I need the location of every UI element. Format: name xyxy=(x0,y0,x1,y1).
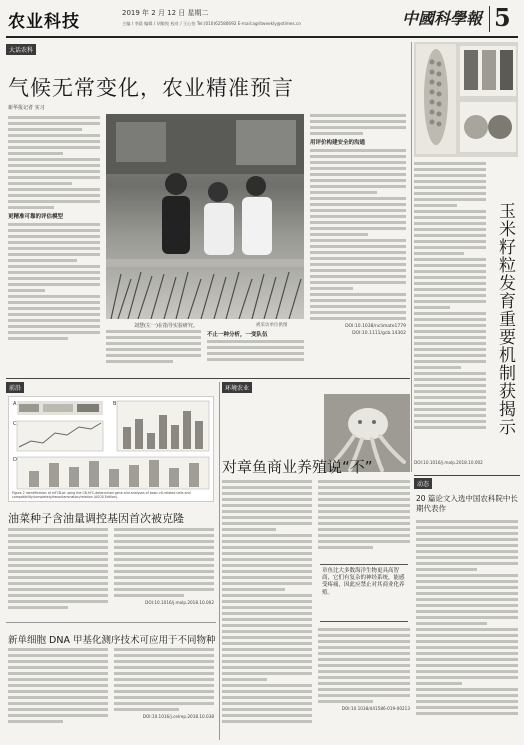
page-number-divider xyxy=(489,6,490,32)
lead-text-column-3 xyxy=(207,330,304,372)
frontier-doi-2: DOI:10.1016/j.celrep.2018.10.038 xyxy=(142,714,214,719)
frontier-section xyxy=(6,382,216,740)
editor-line: 主编 / 李晨 编辑 / 胡敏锐 校对 / 王心怡 Tel:(010)62580692 E-mail:agritweekly@stimes.cn xyxy=(122,21,301,26)
svg-text:D: D xyxy=(13,457,17,463)
octopus-tag: 环境农业 xyxy=(222,382,252,393)
side-story-text xyxy=(414,162,486,462)
news-text xyxy=(416,520,518,735)
frontier-headline-2: 新单细胞 DNA 甲基化测序技术可应用于不同物种 xyxy=(8,635,216,646)
octopus-text-col-3 xyxy=(318,628,410,738)
frontier-headline: 油菜种子含油量调控基因首次被克隆 xyxy=(8,512,184,525)
frontier2-text-col-2 xyxy=(114,648,214,738)
masthead-rule xyxy=(6,36,518,38)
lower-column-divider xyxy=(219,382,220,740)
lead-section-tag: 大话农科 xyxy=(6,44,36,55)
lead-photo xyxy=(106,114,304,319)
svg-text:A: A xyxy=(13,401,17,407)
lead-subheading-2: 不止一种分析，一变队伍 xyxy=(207,332,268,338)
frontier-figure-caption: Figure 2 Identification of mFCB-bt using the CB-hFC-determined gene and analyses of basic ctl-related cells and compatibility/completely/decontamination/relation (ASO0 Edition). xyxy=(12,491,191,499)
frontier2-text-col-1 xyxy=(8,648,108,738)
masthead-date: 2019 年 2 月 12 日 星期二 xyxy=(122,9,209,17)
news-headline: 20 篇论文入选中国农科院中长期代表作 xyxy=(416,494,518,513)
corn-photo xyxy=(414,42,518,157)
section-rule xyxy=(6,378,410,379)
frontier-text-col-2 xyxy=(114,528,214,628)
page-number: 5 xyxy=(494,3,511,32)
octopus-pullquote xyxy=(320,564,408,622)
section-title: 农业科技 xyxy=(8,12,80,32)
news-section xyxy=(414,478,520,740)
newspaper-logo: 中國科學報 xyxy=(402,9,483,28)
lead-photo-caption: 刘慧(左一)在指导实验研究。 xyxy=(134,323,198,329)
svg-text:B: B xyxy=(113,401,117,407)
pullquote-text: 章鱼比大多数海洋生物更具高智商，它们有复杂的神经系统，能感受疼痛，因此应禁止对其商业化养殖。 xyxy=(322,568,405,596)
frontier-figure xyxy=(8,396,214,502)
octopus-doi: DOI:10.1038/d41586-019-00213 xyxy=(341,706,410,711)
side-story-doi: DOI:10.1016/j.molp.2018.10.002 xyxy=(414,460,483,465)
frontier-tag: 前沿 xyxy=(6,382,24,393)
octopus-headline: 对章鱼商业养殖说“不” xyxy=(222,458,373,476)
lead-text-column-1 xyxy=(8,116,100,371)
news-rule xyxy=(414,475,520,476)
lead-doi-2: DOI:10.1111/gcb.14302 xyxy=(352,331,406,336)
lead-headline: 气候无常变化，农业精准预言 xyxy=(8,76,294,100)
corn-kernel-figure xyxy=(414,42,518,157)
lead-photo-credit: 被采访单位供图 xyxy=(256,323,288,328)
masthead xyxy=(0,0,524,40)
lead-text-column-2 xyxy=(106,330,201,372)
gene-figure-panels xyxy=(9,397,215,503)
lead-byline: 新华报记者 实习 xyxy=(8,105,45,111)
svg-text:C: C xyxy=(13,421,17,427)
frontier-rule xyxy=(6,622,216,623)
lead-text-column-4 xyxy=(310,114,406,369)
side-story xyxy=(414,42,520,472)
column-divider xyxy=(411,42,412,472)
octopus-text-col-1 xyxy=(222,480,312,735)
lead-subheading-3: 用评价构建安全的沟通 xyxy=(310,140,366,146)
side-story-headline: 玉米籽粒发育重要机制获揭示 xyxy=(495,202,515,436)
lab-scene-illustration xyxy=(106,114,304,319)
octopus-story xyxy=(222,382,410,740)
frontier-text-col-1 xyxy=(8,528,108,628)
news-tag: 动态 xyxy=(414,478,432,489)
lead-doi-1: DOI:10.1038/nclimate1779 xyxy=(345,324,406,329)
lead-story xyxy=(6,44,406,374)
lead-subheading-1: 更精准可靠的评估模型 xyxy=(8,214,64,220)
frontier-doi: DOI:10.1016/j.molp.2018.10.002 xyxy=(145,600,214,605)
